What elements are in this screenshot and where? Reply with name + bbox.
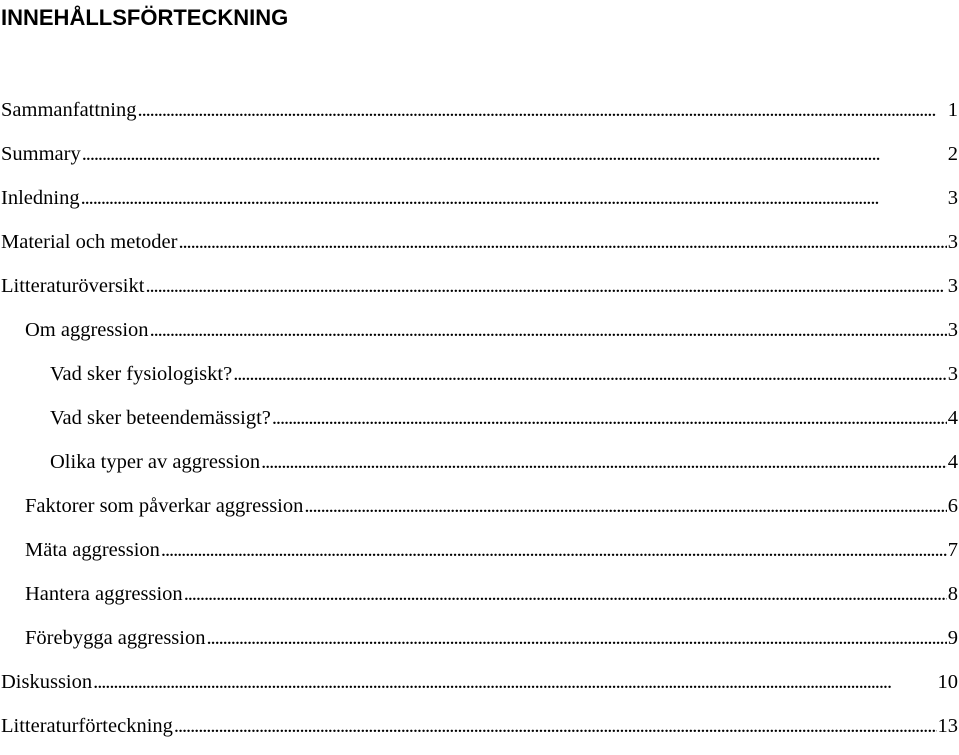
toc-entry-label: Inledning [1, 183, 80, 213]
toc-entry[interactable] [0, 491, 959, 535]
toc-dot-leader [184, 579, 947, 609]
toc-dot-leader [161, 535, 947, 565]
toc-entry[interactable] [0, 403, 959, 447]
toc-entry-label: Olika typer av aggression [50, 447, 260, 477]
toc-entry-page: 3 [948, 359, 959, 389]
toc-dot-leader [81, 183, 947, 213]
toc-entry-label: Om aggression [25, 315, 149, 345]
toc-entry-label: Faktorer som påverkar aggression [25, 491, 303, 521]
toc-dot-leader [272, 403, 947, 433]
toc-dot-leader [174, 711, 937, 741]
toc-dot-leader [138, 95, 947, 125]
toc-entry-page: 4 [948, 447, 959, 477]
toc-dot-leader [145, 271, 946, 301]
toc-entry-label: Sammanfattning [1, 95, 137, 125]
toc-entry-label: Summary [1, 139, 81, 169]
toc-list [0, 95, 959, 755]
toc-entry-label: Material och metoder [1, 227, 177, 257]
toc-dot-leader [82, 139, 947, 169]
toc-entry[interactable] [0, 711, 959, 755]
toc-entry-label: Litteraturförteckning [1, 711, 173, 741]
toc-dot-leader [261, 447, 947, 477]
toc-entry-label: Litteraturöversikt [1, 271, 144, 301]
toc-entry-page: 3 [948, 183, 959, 213]
toc-heading: INNEHÅLLSFÖRTECKNING [1, 4, 288, 32]
toc-entry[interactable] [0, 227, 959, 271]
toc-entry-label: Diskussion [1, 667, 92, 697]
toc-entry-page: 4 [948, 403, 959, 433]
toc-entry[interactable] [0, 667, 959, 711]
toc-entry-label: Förebygga aggression [25, 623, 205, 653]
toc-dot-leader [304, 491, 946, 521]
toc-entry[interactable] [0, 623, 959, 667]
toc-entry[interactable] [0, 535, 959, 579]
toc-entry-page: 2 [948, 139, 959, 169]
toc-entry[interactable] [0, 315, 959, 359]
toc-entry-page: 10 [938, 667, 959, 697]
toc-entry-label: Vad sker fysiologiskt? [50, 359, 232, 389]
toc-entry-page: 3 [948, 227, 959, 257]
toc-dot-leader [178, 227, 946, 257]
toc-entry-page: 1 [948, 95, 959, 125]
toc-dot-leader [93, 667, 936, 697]
toc-entry-page: 7 [948, 535, 959, 565]
toc-entry[interactable] [0, 183, 959, 227]
toc-entry[interactable] [0, 139, 959, 183]
toc-entry[interactable] [0, 579, 959, 623]
toc-entry-page: 13 [938, 711, 959, 741]
toc-entry-label: Hantera aggression [25, 579, 183, 609]
toc-entry-page: 3 [948, 271, 959, 301]
toc-entry-page: 9 [948, 623, 959, 653]
toc-entry[interactable] [0, 271, 959, 315]
toc-dot-leader [233, 359, 947, 389]
toc-dot-leader [150, 315, 947, 345]
toc-entry-label: Vad sker beteendemässigt? [50, 403, 271, 433]
toc-entry-page: 3 [948, 315, 959, 345]
toc-dot-leader [206, 623, 946, 653]
toc-entry-label: Mäta aggression [25, 535, 160, 565]
toc-entry-page: 8 [948, 579, 959, 609]
toc-entry[interactable] [0, 447, 959, 491]
toc-entry-page: 6 [948, 491, 959, 521]
toc-entry[interactable] [0, 359, 959, 403]
toc-entry[interactable] [0, 95, 959, 139]
